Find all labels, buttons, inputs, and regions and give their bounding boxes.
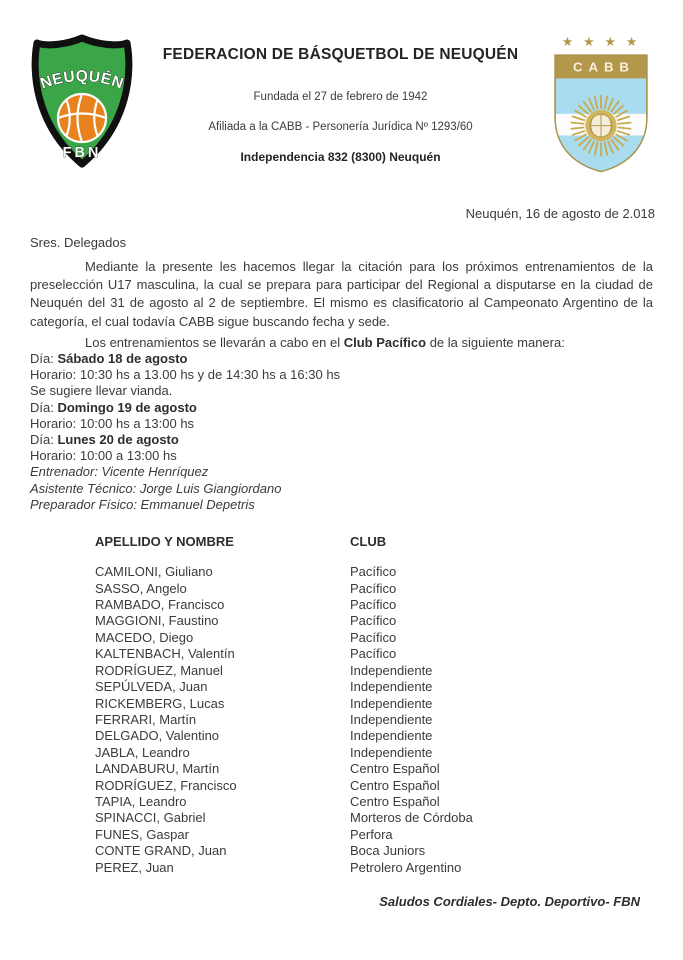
table-row [95,778,683,794]
closing-signature: Saludos Cordiales- Depto. Deportivo- FBN [379,893,640,909]
table-row [95,581,683,597]
table-row [95,646,683,662]
schedule-line: Día: Lunes 20 de agosto [30,432,179,448]
player-club: Perfora [350,826,393,842]
player-name: TAPIA, Leandro [95,793,187,809]
cabb-logo-abbr-text: CABB [572,59,635,75]
date-line: Neuquén, 16 de agosto de 2.018 [465,206,655,221]
table-row [95,663,683,679]
player-club: Petrolero Argentino [350,859,462,875]
player-name: FERRARI, Martín [95,711,197,727]
player-name: SPINACCI, Gabriel [95,810,206,826]
fbn-logo [26,30,138,172]
column-header-club: CLUB [350,534,387,550]
player-name: CONTE GRAND, Juan [95,843,227,859]
player-name: SASSO, Angelo [95,580,187,596]
player-club: Pacífico [350,580,397,596]
affiliation-line: Afiliada a la CABB - Personería Jurídica Nº 1293/60 [208,121,473,133]
schedule-line: Horario: 10:30 hs a 13.00 hs y de 14:30 hs a 16:30 hs [30,367,341,383]
club-name-bold: Club Pacífico [343,334,427,350]
org-name: FEDERACION DE BÁSQUETBOL DE NEUQUÉN [162,46,519,63]
player-name: PEREZ, Juan [95,859,174,875]
player-club: Independiente [350,711,433,727]
roster-table [95,534,683,876]
player-club: Centro Español [350,761,440,777]
trainings-intro-line [30,335,653,351]
player-name: SEPÚLVEDA, Juan [95,679,208,695]
player-club: Morteros de Córdoba [350,810,473,826]
basketball-icon [58,94,106,142]
player-name: RODRÍGUEZ, Manuel [95,662,223,678]
schedule-line: Se sugiere llevar vianda. [30,383,173,399]
player-name: FUNES, Gaspar [95,826,189,842]
player-club: Independiente [350,679,433,695]
player-name: LANDABURU, Martín [95,761,220,777]
intro-paragraph: Mediante la presente les hacemos llegar la citación para los próximos entrenamientos de la preselección U17 masculina, la cual se prepara para participar del Regional a disputarse en la ciudad de Neuquén del 31 de agosto al 2 de septiembre. El mismo es clasificatorio al Campeonato Argentino de la categoría, el cual todavía CABB sigue buscando fecha y sede. [30,259,653,329]
table-row [95,843,683,859]
founded-line: Fundada el 27 de febrero de 1942 [253,91,428,103]
player-name: MAGGIONI, Faustino [95,613,219,629]
staff-block [30,464,683,513]
player-club: Pacífico [350,597,397,613]
player-club: Independiente [350,695,433,711]
table-row [95,794,683,810]
table-row [95,728,683,744]
player-club: Independiente [350,728,433,744]
table-row [95,860,683,876]
player-name: RAMBADO, Francisco [95,597,225,613]
intro-suffix: de la siguiente manera: [426,334,565,350]
schedule-line: Día: Sábado 18 de agosto [30,351,188,367]
player-name: CAMILONI, Giuliano [95,564,213,580]
staff-line: Entrenador: Vicente Henríquez [30,464,209,480]
player-club: Independiente [350,662,433,678]
schedule-line: Horario: 10:00 a 13:00 hs [30,448,177,464]
player-name: KALTENBACH, Valentín [95,646,235,662]
player-name: JABLA, Leandro [95,744,190,760]
player-name: DELGADO, Valentino [95,728,220,744]
table-row [95,613,683,629]
table-row [95,810,683,826]
cabb-stars-icon: ★ ★ ★ ★ [561,35,641,51]
table-row [95,745,683,761]
table-row [95,696,683,712]
table-row [95,712,683,728]
player-club: Boca Juniors [350,843,426,859]
player-club: Centro Español [350,777,440,793]
player-club: Pacífico [350,564,397,580]
player-club: Pacífico [350,646,397,662]
table-row [95,564,683,580]
roster-header-row [95,534,683,550]
staff-line: Preparador Físico: Emmanuel Depetris [30,496,255,512]
letterhead [0,0,683,180]
schedule-line: Horario: 10:00 hs a 13:00 hs [30,415,195,431]
column-header-name: APELLIDO Y NOMBRE [95,534,234,550]
table-row [95,761,683,777]
table-row [95,597,683,613]
staff-line: Asistente Técnico: Jorge Luis Giangiordano [30,480,282,496]
player-club: Independiente [350,744,433,760]
player-club: Pacífico [350,629,397,645]
fbn-logo-name-text: NEUQUÉN [38,68,126,93]
address-line: Independencia 832 (8300) Neuquén [240,150,441,164]
table-row [95,630,683,646]
table-row [95,679,683,695]
letterhead-text [138,30,543,164]
cabb-logo [543,30,659,180]
player-name: RODRÍGUEZ, Francisco [95,777,237,793]
player-name: RICKEMBERG, Lucas [95,695,225,711]
table-row [95,827,683,843]
schedule-line: Día: Domingo 19 de agosto [30,399,197,415]
schedule-block [30,351,683,464]
player-club: Pacífico [350,613,397,629]
intro-prefix: Los entrenamientos se llevarán a cabo en el [85,334,344,350]
fbn-logo-abbr-text: FBN [62,145,102,161]
player-name: MACEDO, Diego [95,629,194,645]
salutation: Sres. Delegados [30,235,127,250]
player-club: Centro Español [350,793,440,809]
